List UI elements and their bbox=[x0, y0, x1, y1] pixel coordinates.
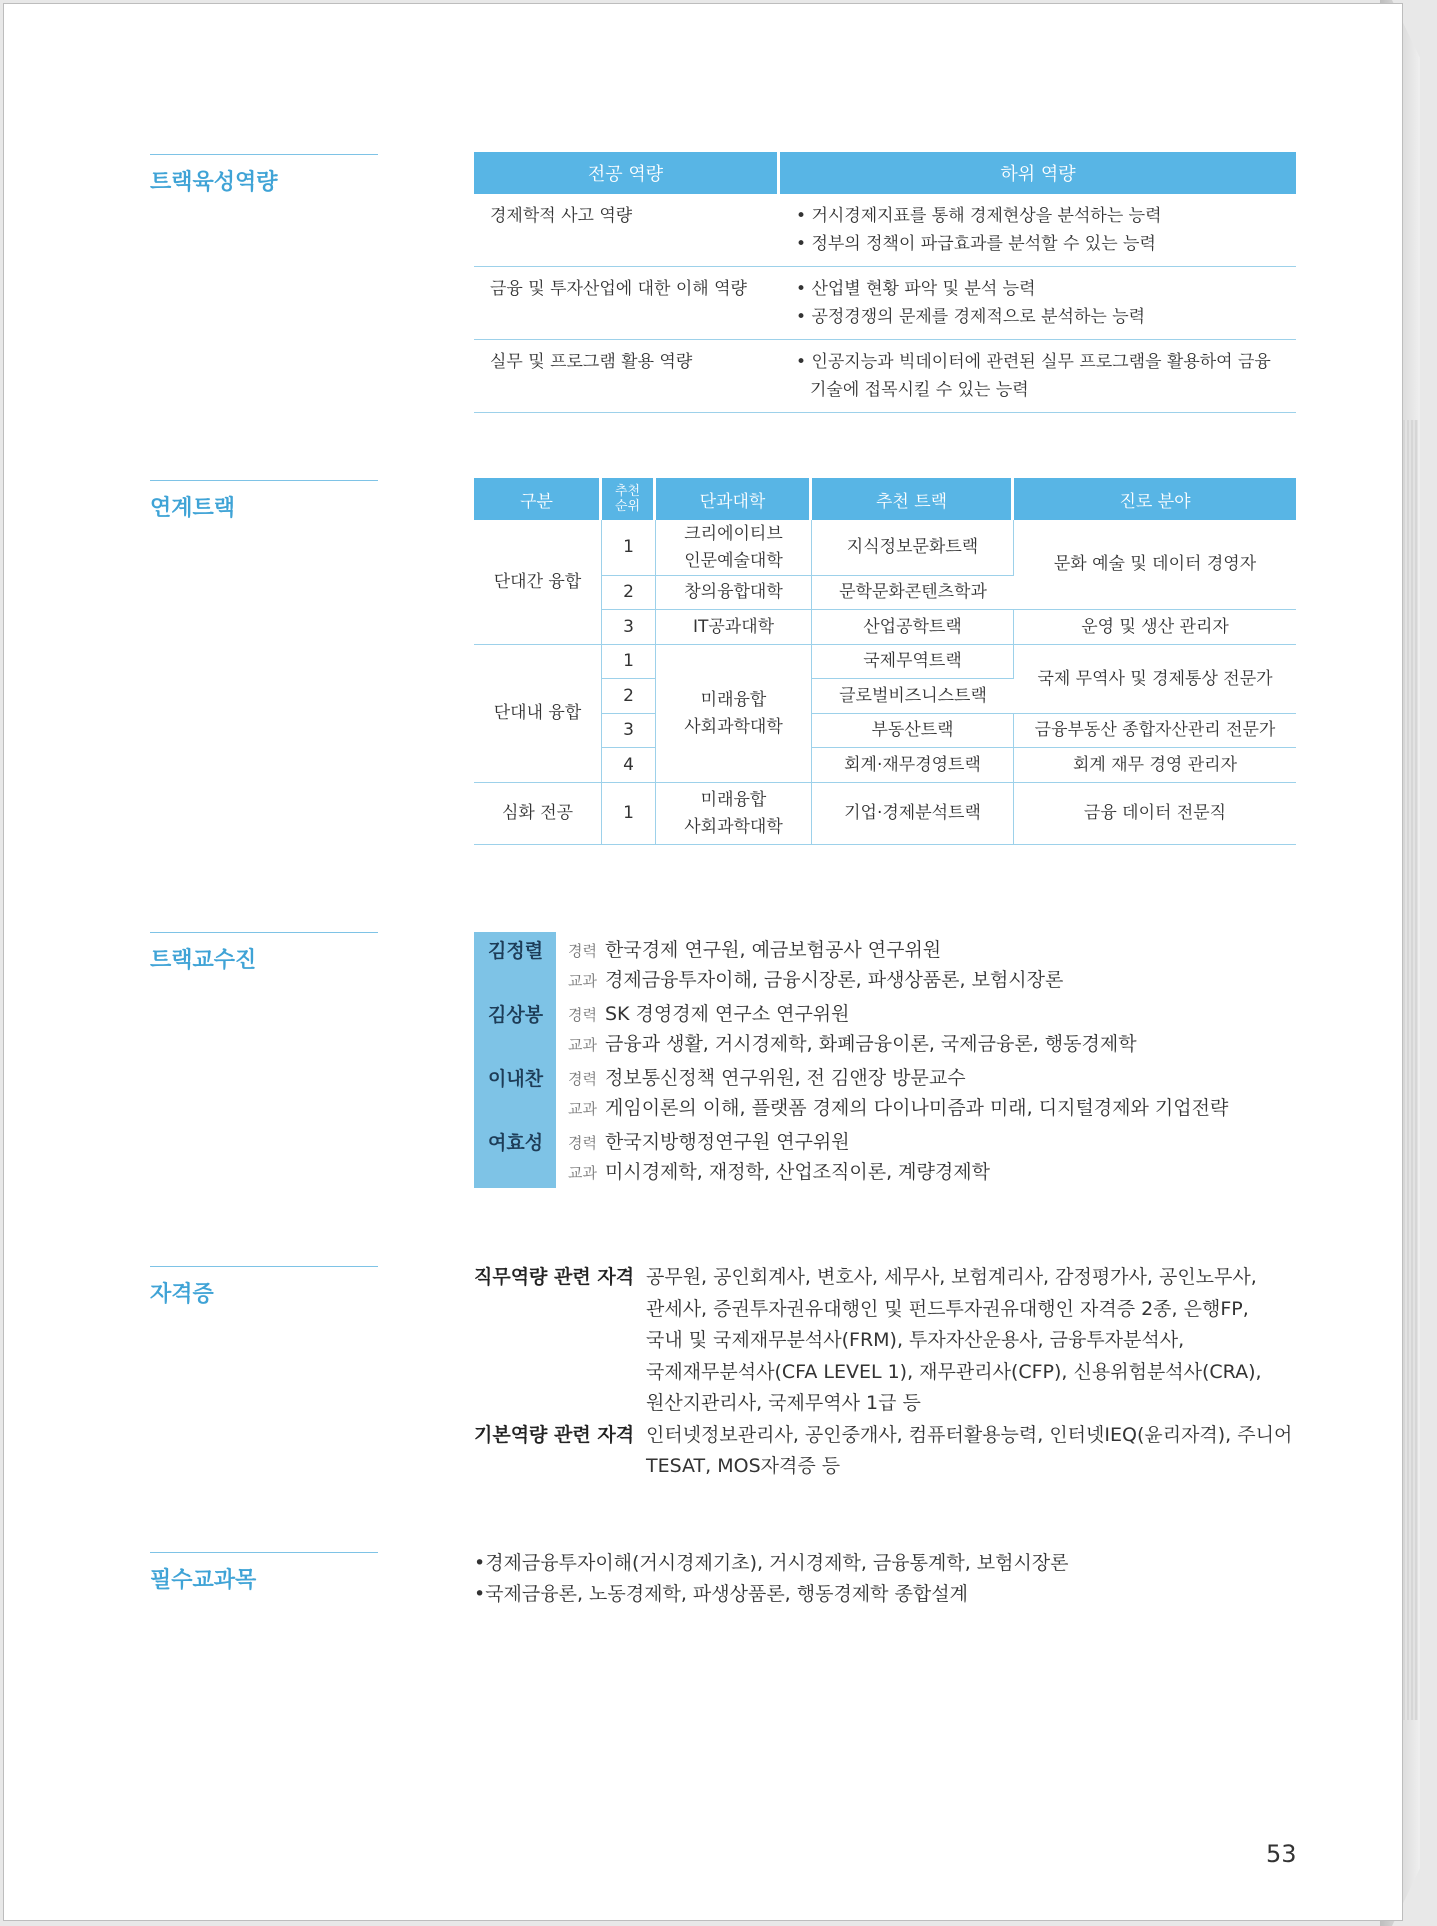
header-sub-competency: 하위 역량 bbox=[780, 152, 1296, 194]
track-cell: 글로벌비즈니스트랙 bbox=[812, 679, 1014, 714]
group-label: 단대간 융합 bbox=[474, 520, 602, 645]
certificate-line: 국내 및 국제재무분석사(FRM), 투자자산운용사, 금융투자분석사, bbox=[646, 1329, 1185, 1351]
bullet-item: • 공정경쟁의 문제를 경제적으로 분석하는 능력 bbox=[796, 307, 1146, 327]
rank-cell: 1 bbox=[602, 783, 656, 845]
faculty-name: 김정렬 bbox=[474, 932, 556, 996]
faculty-list bbox=[474, 932, 1334, 1188]
rank-cell: 2 bbox=[602, 576, 656, 610]
college-cell: IT공과대학 bbox=[656, 610, 812, 645]
faculty-item bbox=[474, 932, 1334, 996]
header-career: 진로 분야 bbox=[1014, 478, 1296, 520]
certificate-line: 관세사, 증권투자권유대행인 및 펀드투자권유대행인 자격증 2종, 은행FP, bbox=[646, 1297, 1249, 1320]
certificate-group-title: 기본역량 관련 자격 bbox=[474, 1423, 635, 1446]
section-label-faculty: 트랙교수진 bbox=[150, 932, 378, 974]
bullet-item: • 정부의 정책이 파급효과를 분석할 수 있는 능력 bbox=[796, 234, 1156, 254]
college-cell: 크리에이티브 인문예술대학 bbox=[656, 520, 812, 576]
major-competency: 경제학적 사고 역량 bbox=[474, 194, 780, 267]
track-cell: 국제무역트랙 bbox=[812, 645, 1014, 679]
career-cell: 회계 재무 경영 관리자 bbox=[1014, 748, 1296, 783]
table-row bbox=[474, 783, 1296, 845]
faculty-career: 경력 정보통신정책 연구위원, 전 김앤장 방문교수 bbox=[568, 1067, 966, 1089]
sub-competency bbox=[780, 340, 1296, 413]
career-cell: 금융부동산 종합자산관리 전문가 bbox=[1014, 714, 1296, 748]
header-category: 구분 bbox=[474, 478, 602, 520]
table-row bbox=[474, 267, 1296, 340]
header-major-competency: 전공 역량 bbox=[474, 152, 780, 194]
track-cell: 산업공학트랙 bbox=[812, 610, 1014, 645]
sub-competency bbox=[780, 194, 1296, 267]
career-cell: 문화 예술 및 데이터 경영자 bbox=[1014, 520, 1296, 610]
major-competency: 금융 및 투자산업에 대한 이해 역량 bbox=[474, 267, 780, 340]
faculty-name: 이내찬 bbox=[474, 1060, 556, 1124]
college-cell: 미래융합 사회과학대학 bbox=[656, 645, 812, 783]
linked-track-table bbox=[474, 478, 1296, 845]
rank-cell: 3 bbox=[602, 610, 656, 645]
faculty-name: 김상봉 bbox=[474, 996, 556, 1060]
required-course-list bbox=[474, 1548, 1069, 1610]
certificate-line: 국제재무분석사(CFA LEVEL 1), 재무관리사(CFP), 신용위험분석사(CRA), bbox=[646, 1360, 1262, 1383]
rank-cell: 1 bbox=[602, 520, 656, 576]
competency-table bbox=[474, 152, 1296, 413]
group-label: 심화 전공 bbox=[474, 783, 602, 845]
certificate-group-job bbox=[474, 1262, 1334, 1420]
faculty-courses: 교과 미시경제학, 재정학, 산업조직이론, 계량경제학 bbox=[568, 1161, 990, 1183]
rank-cell: 1 bbox=[602, 645, 656, 679]
career-cell: 국제 무역사 및 경제통상 전문가 bbox=[1014, 645, 1296, 714]
faculty-courses: 교과 금융과 생활, 거시경제학, 화폐금융이론, 국제금융론, 행동경제학 bbox=[568, 1033, 1137, 1055]
header-track: 추천 트랙 bbox=[812, 478, 1014, 520]
certificate-line: 공무원, 공인회계사, 변호사, 세무사, 보험계리사, 감정평가사, 공인노무사, bbox=[646, 1266, 1257, 1288]
section-label-certificates: 자격증 bbox=[150, 1266, 378, 1308]
track-cell: 문학문화콘텐츠학과 bbox=[812, 576, 1014, 610]
document-page bbox=[3, 3, 1403, 1921]
group-label: 단대내 융합 bbox=[474, 645, 602, 783]
list-item: •국제금융론, 노동경제학, 파생상품론, 행동경제학 종합설계 bbox=[474, 1583, 968, 1605]
list-item: •경제금융투자이해(거시경제기초), 거시경제학, 금융통계학, 보험시장론 bbox=[474, 1552, 1069, 1574]
faculty-career: 경력 한국지방행정연구원 연구위원 bbox=[568, 1131, 850, 1153]
rank-cell: 3 bbox=[602, 714, 656, 748]
section-label-competency: 트랙육성역량 bbox=[150, 154, 378, 196]
track-cell: 부동산트랙 bbox=[812, 714, 1014, 748]
faculty-name: 여효성 bbox=[474, 1124, 556, 1188]
track-cell: 지식정보문화트랙 bbox=[812, 520, 1014, 576]
career-cell: 운영 및 생산 관리자 bbox=[1014, 610, 1296, 645]
college-cell: 미래융합 사회과학대학 bbox=[656, 783, 812, 845]
career-cell: 금융 데이터 전문직 bbox=[1014, 783, 1296, 845]
certificate-line: 인터넷정보관리사, 공인중개사, 컴퓨터활용능력, 인터넷IEQ(윤리자격), 주니어 bbox=[646, 1423, 1293, 1446]
major-competency: 실무 및 프로그램 활용 역량 bbox=[474, 340, 780, 413]
page-number: 53 bbox=[1266, 1840, 1297, 1868]
faculty-item bbox=[474, 1124, 1334, 1188]
sub-competency bbox=[780, 267, 1296, 340]
certificate-list bbox=[474, 1262, 1334, 1483]
bullet-item: • 인공지능과 빅데이터에 관련된 실무 프로그램을 활용하여 금융기술에 접목시킬 수 있는 능력 bbox=[796, 352, 1271, 400]
faculty-courses: 교과 경제금융투자이해, 금융시장론, 파생상품론, 보험시장론 bbox=[568, 969, 1064, 991]
faculty-item bbox=[474, 996, 1334, 1060]
track-cell: 기업·경제분석트랙 bbox=[812, 783, 1014, 845]
header-rank: 추천 순위 bbox=[602, 478, 656, 520]
track-cell: 회계·재무경영트랙 bbox=[812, 748, 1014, 783]
faculty-career: 경력 한국경제 연구원, 예금보험공사 연구위원 bbox=[568, 939, 942, 961]
certificate-line: TESAT, MOS자격증 등 bbox=[646, 1455, 841, 1477]
rank-cell: 4 bbox=[602, 748, 656, 783]
table-row bbox=[474, 645, 1296, 679]
section-label-required-courses: 필수교과목 bbox=[150, 1552, 378, 1594]
section-label-linked-track: 연계트랙 bbox=[150, 480, 378, 522]
faculty-courses: 교과 게임이론의 이해, 플랫폼 경제의 다이나미즘과 미래, 디지털경제와 기업전략 bbox=[568, 1097, 1229, 1119]
faculty-career: 경력 SK 경영경제 연구소 연구위원 bbox=[568, 1003, 850, 1025]
table-row bbox=[474, 520, 1296, 576]
certificate-line: 원산지관리사, 국제무역사 1급 등 bbox=[646, 1392, 921, 1414]
rank-cell: 2 bbox=[602, 679, 656, 714]
certificate-group-title: 직무역량 관련 자격 bbox=[474, 1266, 635, 1288]
college-cell: 창의융합대학 bbox=[656, 576, 812, 610]
bullet-item: • 거시경제지표를 통해 경제현상을 분석하는 능력 bbox=[796, 206, 1162, 226]
faculty-item bbox=[474, 1060, 1334, 1124]
bullet-item: • 산업별 현황 파악 및 분석 능력 bbox=[796, 279, 1036, 299]
certificate-group-basic bbox=[474, 1420, 1334, 1483]
header-college: 단과대학 bbox=[656, 478, 812, 520]
table-row bbox=[474, 340, 1296, 413]
table-row bbox=[474, 194, 1296, 267]
